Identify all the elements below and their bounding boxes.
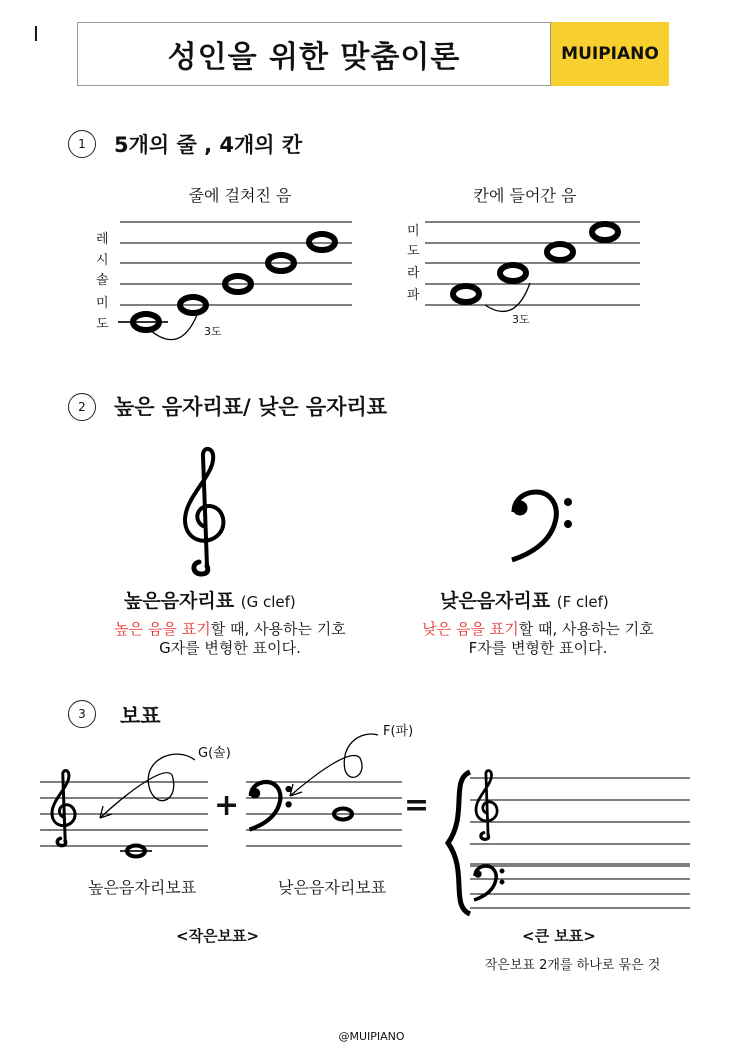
line-notes	[133, 234, 335, 330]
small-staff-label: <작은보표>	[176, 927, 260, 945]
interval-label: 3도	[204, 325, 222, 338]
whole-note	[453, 286, 479, 302]
section-title-3: 보표	[120, 704, 161, 728]
equals-sign: =	[404, 788, 430, 823]
page-title: 성인을 위한 맞춤이론	[167, 40, 461, 75]
grand-staff-label: <큰 보표>	[522, 927, 596, 945]
section-number-3: 3	[68, 700, 96, 728]
bass-clef-icon	[512, 492, 572, 560]
bass-clef-title: 낮은음자리표 (F clef)	[440, 590, 609, 612]
note-letter: 미	[96, 296, 109, 311]
note-letter: 파	[407, 288, 420, 303]
f-label: F(파)	[383, 724, 414, 739]
brace-icon	[448, 772, 470, 914]
treble-clef-icon	[185, 449, 223, 574]
section-title-2: 높은 음자리표/ 낮은 음자리표	[114, 395, 388, 419]
section-number-2: 2	[68, 393, 96, 421]
whole-note	[547, 244, 573, 260]
treble-clef-description: 높은 음을 표기할 때, 사용하는 기호 G자를 변형한 표이다.	[114, 620, 346, 657]
note-letter: 솔	[96, 273, 109, 288]
note-letter: 시	[96, 253, 109, 268]
interval-label: 3도	[512, 313, 530, 326]
space-notes-subtitle: 칸에 들어간 음	[473, 186, 577, 205]
whole-note	[500, 265, 526, 281]
note-letter: 레	[96, 232, 109, 247]
treble-staff-label: 높은음자리보표	[88, 878, 197, 897]
g-arrow	[100, 754, 195, 818]
bass-clef-description: 낮은 음을 표기할 때, 사용하는 기호 F자를 변형한 표이다.	[422, 620, 654, 657]
note-letter: 미	[407, 224, 420, 239]
page-number: I	[33, 22, 39, 46]
line-notes-subtitle: 줄에 걸쳐진 음	[188, 186, 292, 205]
whole-note	[309, 234, 335, 250]
note-letter: 도	[407, 244, 420, 259]
treble-clef-small-icon	[476, 771, 497, 840]
plus-sign: +	[214, 788, 240, 823]
grand-staff-description: 작은보표 2개를 하나로 묶은 것	[484, 958, 661, 973]
space-notes-staff	[425, 222, 640, 305]
f-arrow	[290, 734, 378, 796]
note-letter: 라	[407, 266, 420, 281]
bass-clef-small-icon	[249, 782, 291, 830]
brand-badge: MUIPIANO	[551, 22, 669, 86]
bass-staff-label: 낮은음자리보표	[278, 878, 387, 897]
section-title-1: 5개의 줄 , 4개의 칸	[114, 133, 303, 157]
g-label: G(솔)	[198, 746, 231, 761]
grand-staff	[470, 778, 690, 908]
note-letter: 도	[96, 317, 109, 332]
treble-clef-title: 높은음자리표 (G clef)	[124, 590, 296, 612]
section-number-1: 1	[68, 130, 96, 158]
bass-clef-small-icon	[474, 866, 504, 900]
bass-staff	[246, 782, 402, 846]
whole-note	[592, 224, 618, 240]
interval-arc	[485, 283, 530, 311]
footer-credit: @MUIPIANO	[338, 1030, 405, 1043]
